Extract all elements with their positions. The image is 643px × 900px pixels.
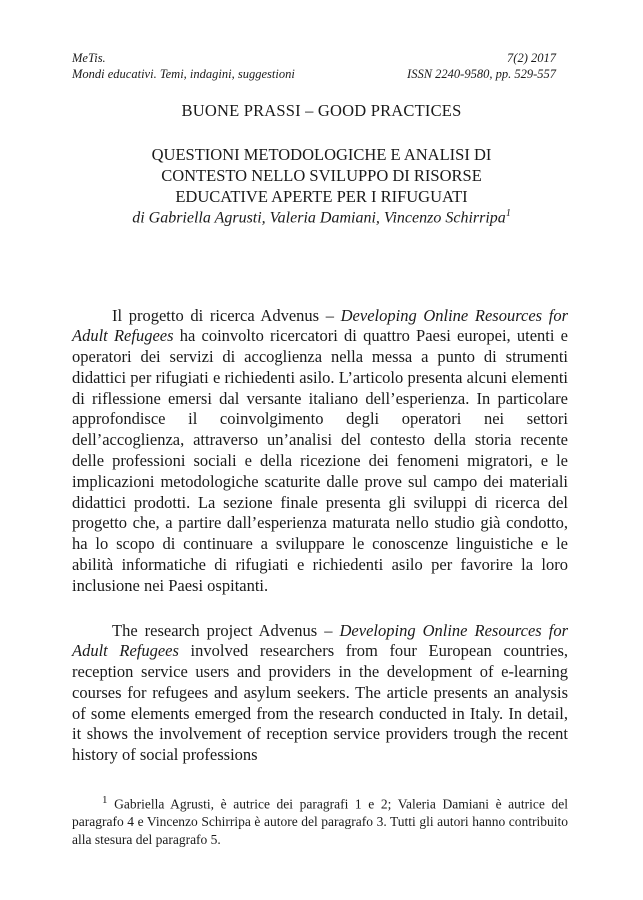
abstract-it-project-name: Developing Online Resources for Adult Refugees	[72, 305, 568, 346]
issue-number: 7(2) 2017	[507, 51, 556, 65]
article-title	[72, 144, 571, 207]
title-line-2: CONTESTO NELLO SVILUPPO DI RISORSE	[161, 166, 482, 185]
header-row-1	[72, 50, 556, 66]
title-line-1: QUESTIONI METODOLOGICHE E ANALISI DI	[151, 145, 492, 164]
authors-line	[72, 208, 571, 227]
abstract-en-project-name: Developing Online Resources for Adult Refugees	[72, 620, 568, 661]
abstract-en-intro: The research project Advenus –	[112, 620, 340, 640]
footnote-reference: 1	[505, 208, 511, 219]
header-row-2	[72, 66, 556, 82]
journal-name: MeTis.	[72, 51, 106, 65]
abstract-it-intro: Il progetto di ricerca Advenus –	[112, 305, 341, 325]
abstract-en-body: involved researchers from four European countries, reception service users and providers in the development of e-learning courses for refugees and asylum seekers. The article presents an analysis of some elements emerged from the research conducted in Italy. In detail, it shows the involvement of reception service providers trough the recent history of social professions	[72, 641, 568, 765]
abstract-it-body: ha coinvolto ricercatori di quattro Paesi europei, utenti e operatori dei servizi di accoglienza nella messa a punto di strumenti didattici per rifugiati e richiedenti asilo. L’articolo presenta alcuni elementi di riflessione emersi dal versante italiano dell’esperienza. In particolare approfondisce il coinvolgimento degli operatori nei settori dell’accoglienza, attraverso un’analisi del contesto della storia recente delle professioni sociali e della ricezione dei fenomeni migratori, e le implicazioni metodologiche scaturite dalle prove sul campo dei materiali didattici prodotti. La sezione finale presenta gli sviluppi di ricerca del progetto che, a partire dall’esperienza maturata nello studio già condotto, ha lo scopo di continuare a sviluppare le conoscenze linguistiche e le abilità informatiche di rifugiati e richiedenti asilo per favorire la loro inclusione nei Paesi ospitanti.	[72, 326, 568, 595]
running-header	[72, 50, 556, 82]
footnote	[72, 791, 568, 850]
section-title: BUONE PRASSI – GOOD PRACTICES	[181, 101, 462, 120]
footnote-text: Gabriella Agrusti, è autrice dei paragrafi 1 e 2; Valeria Damiani è autrice del paragrafo 4 e Vincenzo Schirripa è autore del paragrafo 3. Tutti gli autori hanno contribuito alla stesura del paragrafo 5.	[72, 796, 568, 847]
abstract-italian	[72, 306, 568, 597]
footnote-mark: 1	[102, 793, 108, 806]
title-line-3: EDUCATIVE APERTE PER I RIFUGUATI	[175, 187, 468, 206]
journal-subtitle: Mondi educativi. Temi, indagini, suggestioni	[72, 67, 295, 81]
authors-text: di Gabriella Agrusti, Valeria Damiani, Vincenzo Schirripa	[132, 209, 506, 227]
issn-pages: ISSN 2240-9580, pp. 529-557	[407, 67, 556, 81]
abstract-english	[72, 621, 568, 767]
